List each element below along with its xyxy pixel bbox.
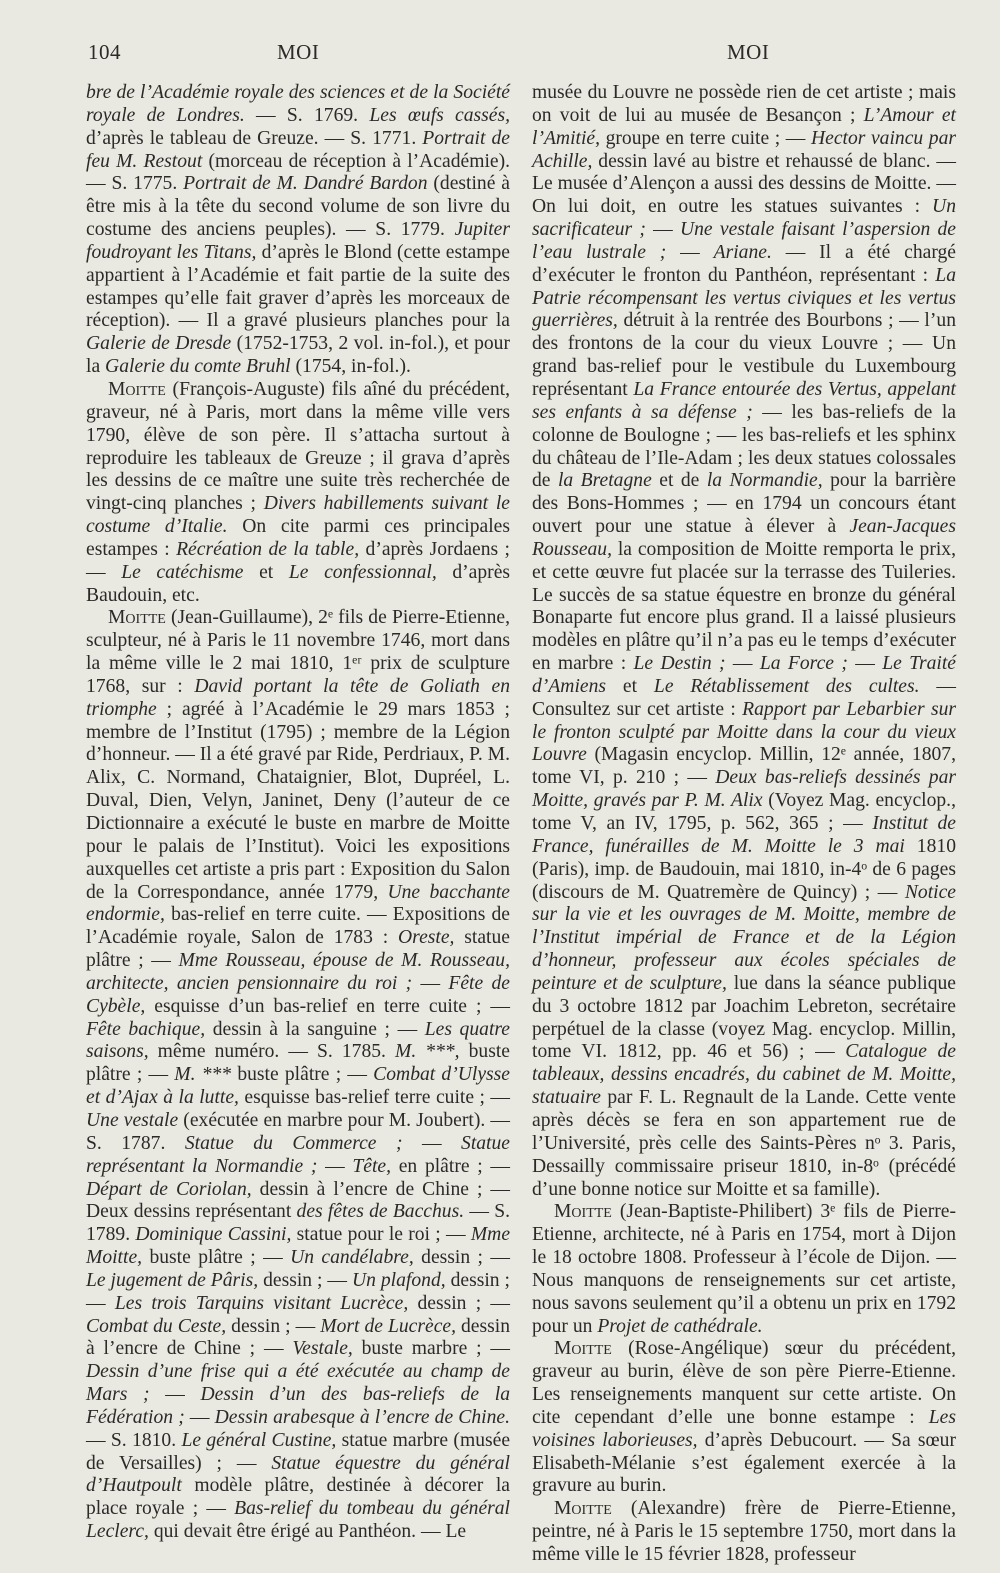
text-run: groupe en terre cuite ; — [600,127,811,149]
italic-title: Dessin arabesque à l’encre de Chine. [214,1406,511,1428]
italic-title: Ariane. [713,241,772,263]
text-run: — S. 1789. [86,1201,510,1246]
italic-title: Les trois Tarquins visitant Lucrèce, [114,1292,409,1314]
italic-title: Un plafond, [351,1269,446,1291]
text-run: — [412,972,449,994]
italic-title: M. *** [174,1064,232,1086]
text-run: — [847,653,883,675]
text-run: On cite parmi ces principales estampes : [86,516,510,560]
italic-title: Une bacchante endormie, [86,881,511,926]
italic-title: Bas-relief du tombeau du général Leclerc, [86,1498,511,1543]
italic-title: Fête de Cybèle, [86,972,511,1017]
text-run: et [243,561,289,583]
italic-title: Dominique Cassini, [135,1224,292,1246]
text-run: — Il a été chargé d’exécuter le fronton du Panthéon, représentant : [532,241,957,286]
text-run: (Alexandre) frère de Pierre-Etienne, peintre, né à Paris le 15 septembre 1750, mort dans la même ville le 15 février 1828, professeur [532,1498,956,1565]
italic-title: Une vestale [86,1109,179,1131]
italic-title: Le confessionnal, [288,561,437,583]
italic-title: Mort de Lucrèce, [320,1315,456,1337]
italic-title: Jupiter foudroyant les Titans, [86,219,510,263]
text-run: buste marbre ; — [352,1338,510,1360]
italic-title: Statue équestre du général d’Hautpoult [86,1452,510,1497]
text-run: (1752-1753, 2 vol. in-fol.), et pour la [86,333,510,378]
italic-title: Institut de France, funérailles de M. Moitte le 3 mai [532,813,956,857]
italic-title: la Normandie, [706,470,823,492]
text-run: dessin ; — [86,1269,510,1314]
text-run: même numéro. — S. 1785. [148,1041,396,1063]
text-run: d’après le tableau de Greuze. — S. 1771. [86,127,423,149]
italic-title: Dessin d’un des bas-reliefs de la Fédération ; [86,1384,511,1428]
entry-headword: Moitte [554,1201,612,1223]
text-run: statue pour le roi ; — [291,1224,471,1246]
running-head [0,40,1000,80]
text-run: (morceau de réception à l’Académie). — S. 1775. [86,150,511,195]
italic-title: Les voisines laborieuses, [532,1406,956,1451]
text-run: (exécutée en marbre pour M. Joubert). — S. 1787. [86,1109,510,1154]
text-run: détruit à la rentrée des Bourbons ; — l’un des frontons de la cour du vieux Louvre ; — Un grand bas-relief pour le vestibule du Luxembourg représentant [532,310,956,400]
text-run: d’après Jordaens ; — [86,538,511,583]
italic-title: Deux bas-reliefs dessinés par Moitte, gravés par P. M. Alix [532,767,956,812]
text-run: — [149,1384,201,1406]
italic-title: Départ de Coriolan, [86,1178,252,1200]
entry-headword: Moitte [554,1498,612,1520]
italic-title: Mme Moitte, [86,1224,511,1269]
italic-title: Le Traité d’Amiens [532,653,956,697]
italic-title: Portrait de M. Dandré Bardon [183,173,428,195]
entry-paragraph [532,1498,956,1567]
text-run: — [725,653,760,675]
text-run: et [606,675,654,697]
text-run: (Jean-Guillaume), 2ᵉ fils de Pierre-Etienne, sculpteur, né à Paris le 11 novembre 1746, mort dans la même ville le 2 mai 1810, 1ᵉʳ prix de sculpture 1768, sur : [86,607,510,697]
text-run: statue plâtre ; — [86,927,510,972]
italic-title: Le jugement de Pâris, [86,1269,259,1291]
italic-title: bre de l’Académie royale des sciences et de la Société royale de Londres. [86,82,510,126]
italic-title: Le Destin ; [633,653,726,675]
italic-title: Fête bachique, [86,1018,206,1040]
italic-title: Une vestale faisant l’aspersion de l’eau lustrale ; [532,219,956,263]
text-run: — [402,1132,462,1154]
text-run: statue marbre (musée de Versailles) ; — [86,1429,511,1474]
entry-headword: Moitte [554,1338,612,1360]
italic-title: Mme Rousseau, épouse de M. Rousseau, architecte, ancien pensionnaire du roi ; [86,950,510,994]
text-run: dessin à l’encre de Chine ; — Deux dessins représentant [86,1178,510,1223]
italic-title: Catalogue de tableaux, dessins encadrés, du cabinet de M. Moitte, statuaire [532,1041,956,1109]
italic-title: David portant la tête de Goliath en triomphe [86,675,510,720]
text-run: par F. L. Regnault de la Lande. Cette vente après décès se fera en son appartement rue de l’Université, près celle des Saints-Pères nᵒ 3. Paris, Dessailly commissaire priseur 1810, in-8ᵒ (précédé d’une bonne notice sur Moitte et sa famille). [532,1087,956,1200]
text-run: qui devait être érigé au Panthéon. — Le [148,1521,467,1543]
left-running-head: MOI [277,40,320,64]
text-run: — [317,1155,353,1177]
text-run: — S. 1810. [86,1429,182,1451]
italic-title: Notice sur la vie et les ouvrages de M. Moitte, membre de l’Institut impérial de France et de la Légion d’honneur, professeur aux écoles spéciales de peinture et de sculpture, [532,881,956,994]
text-run: (Magasin encyclop. Millin, 12ᵉ année, 1807, tome VI, p. 210 ; — [532,744,956,789]
italic-title: La Patrie récompensant les vertus civiques et les vertus guerrières, [532,264,956,332]
text-run: pour la barrière des Bons-Hommes ; — en 1794 un concours étant ouvert pour une statue à élever à [532,470,956,538]
italic-title: Statue représentant la Normandie ; [86,1132,510,1177]
italic-title: Projet de cathédrale. [597,1315,763,1337]
italic-title: Les œufs cassés, [369,104,511,126]
italic-title: Tête, [352,1155,392,1177]
text-run: esquisse d’un bas-relief en terre cuite ; — [145,995,510,1017]
italic-title: L’Amour et l’Amitié, [532,104,956,149]
italic-title: Hector vaincu par Achille, [532,127,956,172]
italic-title: Combat d’Ulysse et d’Ajax à la lutte, [86,1064,510,1109]
italic-title: Oreste, [398,927,455,949]
left-column [86,82,510,1544]
italic-title: Rapport par Lebarbier sur le fronton sculpté par Moitte dans la cour du vieux Louvre [532,698,957,766]
italic-title: Vestale, [292,1338,353,1360]
text-run: dessin ; — [413,1247,510,1269]
italic-title: Dessin d’une frise qui a été exécutée au champ de Mars ; [86,1361,510,1406]
text-run: (destiné à être mis à la tête du second volume de son livre du costume des anciens peuples). — S. 1779. [86,173,511,241]
entry-paragraph [532,1201,956,1338]
text-run: esquisse bas-relief terre cuite ; — [238,1087,510,1109]
text-run: dessin à l’encre de Chine ; — [86,1315,510,1360]
italic-title: La Force ; [759,653,848,675]
italic-title: Un sacrificateur ; [532,196,956,241]
text-run: — les bas-reliefs de la colonne de Boulogne ; — les bas-reliefs et les sphinx du château de l’Ile-Adam ; les deux statues colossales de [532,401,956,492]
italic-title: Les quatre saisons, [86,1018,510,1063]
italic-title: Statue du Commerce ; [184,1132,403,1154]
text-run: (Rose-Angélique) sœur du précédent, graveur au burin, élève de son père Pierre-Etienne. Les renseignements manquent sur cette artiste. On cite cependant d’elle une bonne estampe : [532,1338,956,1428]
text-run: d’après Debucourt. — Sa sœur Elisabeth-Mélanie s’est également exercée à la gravure au burin. [532,1429,956,1497]
italic-title: des fêtes de Bacchus. [296,1201,465,1223]
text-run: modèle plâtre, destinée à décorer la place royale ; — [86,1475,510,1520]
entry-paragraph [86,82,510,379]
text-run: buste plâtre ; — [142,1247,291,1269]
italic-title: M. ***, [395,1041,460,1063]
text-run: d’après le Blond (cette estampe appartient à l’Académie et fait partie de la suite des estampes qu’elle fait graver d’après les morceaux de réception). — Il a gravé plusieurs planches pour la [86,241,510,332]
right-column [532,82,956,1567]
italic-title: Portrait de feu M. Restout [86,127,510,172]
italic-title: Le Rétablissement des cultes. [653,675,920,697]
text-run: (Jean-Baptiste-Philibert) 3ᵉ fils de Pierre-Etienne, architecte, né à Paris en 1754, mort à Dijon le 18 octobre 1808. Professeur à l’école de Dijon. — Nous manquons de renseignements sur cet artiste, nous savons seulement qu’il a obtenu un prix en 1792 pour un [532,1201,956,1337]
text-run: dessin ; — [408,1292,510,1314]
text-run: 1810 (Paris), imp. de Baudouin, mai 1810, in-4ᵒ de 6 pages (discours de M. Quatremère de Quincy) ; — [532,835,956,903]
text-run: musée du Louvre ne possède rien de cet artiste ; mais on voit de lui au musée de Besançon ; [532,82,956,126]
text-run: d’après Baudouin, etc. [86,561,511,606]
text-run: (François-Auguste) fils aîné du précédent, graveur, né à Paris, mort dans la même ville vers 1790, élève de son père. Il s’attacha surtout à reproduire les tableaux de Greuze ; il grava d’après les dessins de ce maître une suite très recherchée de vingt-cinq planches ; [86,378,510,515]
text-run: — S. 1769. [244,104,370,126]
text-run: — [645,219,680,241]
italic-title: Jean-Jacques Rousseau, [532,516,956,560]
text-run: (1754, in-fol.). [290,356,411,378]
italic-title: Galerie du comte Bruhl [105,356,291,378]
italic-title: Le général Custine, [181,1429,337,1451]
italic-title: Combat du Ceste, [86,1315,227,1337]
entry-paragraph [86,379,510,607]
text-run: lue dans la séance publique du 3 octobre 1812 par Joachim Lebreton, secrétaire perpétuel de la classe (voyez Mag. encyclop. Millin, tome VI. 1812, pp. 46 et 56) ; — [532,972,957,1063]
italic-title: La France entourée des Vertus, appelant ses enfants à sa défense ; [532,378,957,423]
entry-paragraph [532,1338,956,1498]
italic-title: la Bretagne [557,470,652,492]
text-run: et de [651,470,707,492]
text-run: buste plâtre ; — [231,1064,374,1086]
italic-title: Un candélabre, [290,1247,414,1269]
text-run: dessin à la sanguine ; — [205,1018,425,1040]
right-running-head: MOI [727,40,770,64]
text-run: buste plâtre ; — [86,1041,510,1086]
text-run: en plâtre ; — [391,1155,510,1177]
text-run: la composition de Moitte remporta le prix, et cette œuvre fut placée sur la terrasse des Tuileries. Le succès de sa statue équestre en bronze du général Bonaparte fut encore plus grand. Il a laissé plusieurs modèles en plâtre qu’il n’a pas eu le temps d’exécuter en marbre : [532,538,956,675]
entry-headword: Moitte [108,607,166,629]
italic-title: Galerie de Dresde [86,333,232,355]
italic-title: Récréation de la table, [176,538,360,560]
text-run: dessin lavé au bistre et rehaussé de blanc. — Le musée d’Alençon a aussi des dessins de Moitte. — On lui doit, en outre les statues suivantes : [532,150,956,218]
entry-paragraph [532,82,956,1201]
text-run: dessin ; — [226,1315,321,1337]
text-run: — Consultez sur cet artiste : [532,675,956,720]
text-run: ; agréé à l’Académie le 29 mars 1853 ; membre de l’Institut (1795) ; membre de la Légion d’honneur. — Il a été gravé par Ride, Perdriaux, P. M. Alix, C. Normand, Chataignier, Blot, Dupréel, L. Duval, Dien, Velyn, Janinet, Deny (l’auteur de ce Dictionnaire a exécuté le buste en marbre de Moitte pour le palais de l’Institut). Voici les expositions auxquelles cet artiste a pris part : Exposition du Salon de la Correspondance, année 1779, [86,698,510,903]
entry-paragraph [86,607,510,1544]
page-number: 104 [88,40,121,64]
entry-headword: Moitte [108,378,166,400]
text-run: (Voyez Mag. encyclop., tome V, an IV, 1795, p. 562, 365 ; — [532,790,956,834]
text-run: bas-relief en terre cuite. — Expositions de l’Académie royale, Salon de 1783 : [86,904,510,949]
text-run: — [184,1406,215,1428]
text-run: — [666,241,714,263]
italic-title: Le catéchisme [121,561,244,583]
text-run: dessin ; — [258,1269,352,1291]
italic-title: Divers habillements suivant le costume d’Italie. [86,493,510,538]
